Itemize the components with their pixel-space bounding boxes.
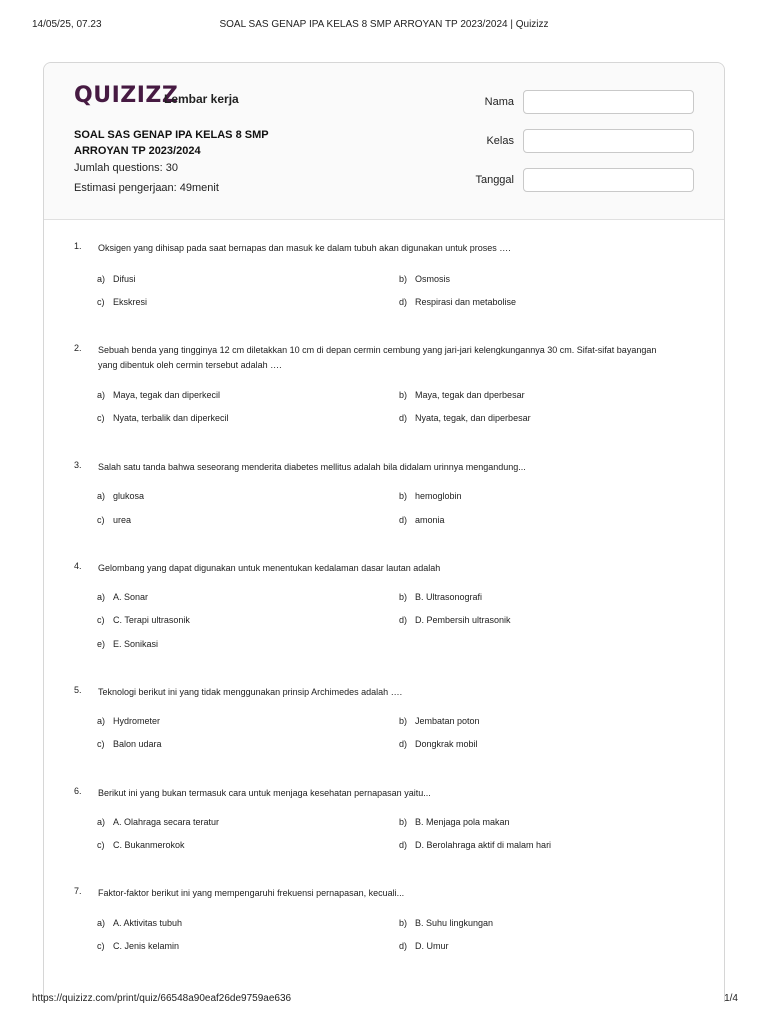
option-text: Balon udara (113, 739, 162, 749)
option-letter: a) (97, 592, 106, 602)
print-page-title: SOAL SAS GENAP IPA KELAS 8 SMP ARROYAN TP 2023/2024 | Quizizz (219, 19, 549, 30)
option-letter: d) (399, 941, 408, 951)
class-label: Kelas (486, 135, 514, 147)
option-text: A. Aktivitas tubuh (113, 918, 183, 928)
option-text: C. Terapi ultrasonik (113, 615, 190, 625)
option-text: A. Olahraga secara teratur (113, 817, 220, 827)
question-text: Gelombang yang dapat digunakan untuk menentukan kedalaman dasar lautan adalah (98, 563, 441, 573)
option-letter: c) (97, 840, 105, 850)
worksheet-card (43, 62, 725, 1002)
question-number: 4. (74, 561, 82, 571)
option-text: urea (113, 515, 132, 525)
option-text: B. Ultrasonografi (415, 592, 483, 602)
worksheet-header (44, 63, 724, 220)
option-text: Nyata, terbalik dan diperkecil (113, 413, 229, 423)
option-letter: a) (97, 491, 106, 501)
option-letter: d) (399, 615, 408, 625)
option-letter: b) (399, 274, 408, 284)
question-number: 2. (74, 343, 82, 353)
option-text: Osmosis (415, 274, 451, 284)
option-letter: d) (399, 840, 408, 850)
option-text: Maya, tegak dan diperkecil (113, 390, 221, 400)
question-number: 5. (74, 685, 82, 695)
option-text: B. Suhu lingkungan (415, 918, 494, 928)
option-letter: a) (97, 274, 106, 284)
page-number: 1/4 (724, 993, 738, 1004)
option-text: Respirasi dan metabolise (415, 297, 517, 307)
question-text: Berikut ini yang bukan termasuk cara untuk menjaga kesehatan pernapasan yaitu... (98, 788, 431, 798)
option-letter: a) (97, 817, 106, 827)
question-text: Oksigen yang dihisap pada saat bernapas dan masuk ke dalam tubuh akan digunakan untuk proses …. (98, 243, 511, 253)
option-letter: c) (97, 413, 105, 423)
option-letter: c) (97, 941, 105, 951)
question-number: 7. (74, 886, 82, 896)
name-field[interactable] (523, 90, 694, 114)
option-letter: b) (399, 390, 408, 400)
quiz-title: SOAL SAS GENAP IPA KELAS 8 SMP ARROYAN TP 2023/2024 (74, 129, 269, 157)
option-text: C. Jenis kelamin (113, 941, 180, 951)
question-number: 1. (74, 241, 82, 251)
print-footer (0, 993, 768, 1007)
option-letter: c) (97, 515, 105, 525)
sheet-label: Lembar kerja (164, 92, 239, 106)
question-text: Teknologi berikut ini yang tidak menggunakan prinsip Archimedes adalah …. (98, 687, 403, 697)
print-datetime: 14/05/25, 07.23 (32, 19, 102, 30)
date-field[interactable] (523, 168, 694, 192)
option-letter: c) (97, 739, 105, 749)
question-text: Faktor-faktor berikut ini yang mempengaruhi frekuensi pernapasan, kecuali... (98, 888, 405, 898)
option-text: amonia (415, 515, 445, 525)
option-text: Ekskresi (113, 297, 148, 307)
option-text: A. Sonar (113, 592, 149, 602)
option-text: Dongkrak mobil (415, 739, 478, 749)
option-letter: b) (399, 592, 408, 602)
option-text: D. Pembersih ultrasonik (415, 615, 511, 625)
option-letter: c) (97, 297, 105, 307)
option-letter: e) (97, 639, 106, 649)
print-header (0, 19, 768, 33)
option-text: B. Menjaga pola makan (415, 817, 510, 827)
question-text: Salah satu tanda bahwa seseorang menderita diabetes mellitus adalah bila didalam urinnya mengandung... (98, 462, 526, 472)
question-count: Jumlah questions: 30 (74, 162, 178, 174)
question-number: 3. (74, 460, 82, 470)
option-text: Hydrometer (113, 716, 161, 726)
question-text: Sebuah benda yang tingginya 12 cm diletakkan 10 cm di depan cermin cembung yang jari-jari kelengkungannya 30 cm. Sifat-sifat bayangan yang dibentuk oleh cermin tersebut adalah …. (98, 345, 657, 370)
option-letter: c) (97, 615, 105, 625)
name-label: Nama (484, 96, 514, 108)
option-letter: a) (97, 390, 106, 400)
option-letter: b) (399, 918, 408, 928)
date-label: Tanggal (475, 174, 514, 186)
quizizz-logo: QUIZIZZ (74, 83, 179, 108)
option-letter: d) (399, 515, 408, 525)
option-text: D. Umur (415, 941, 449, 951)
option-text: glukosa (113, 491, 145, 501)
option-letter: d) (399, 297, 408, 307)
question-number: 6. (74, 786, 82, 796)
option-letter: d) (399, 413, 408, 423)
option-text: Jembatan poton (415, 716, 480, 726)
page-url: https://quizizz.com/print/quiz/66548a90eaf26de9759ae636 (32, 993, 292, 1004)
option-text: Difusi (113, 274, 136, 284)
option-text: hemoglobin (415, 491, 462, 501)
option-text: C. Bukanmerokok (113, 840, 185, 850)
option-text: Maya, tegak dan dperbesar (415, 390, 525, 400)
option-text: Nyata, tegak, dan diperbesar (415, 413, 531, 423)
option-letter: b) (399, 817, 408, 827)
option-letter: b) (399, 491, 408, 501)
option-letter: d) (399, 739, 408, 749)
option-text: E. Sonikasi (113, 639, 159, 649)
class-field[interactable] (523, 129, 694, 153)
option-letter: b) (399, 716, 408, 726)
time-estimate: Estimasi pengerjaan: 49menit (74, 182, 219, 194)
option-text: D. Berolahraga aktif di malam hari (415, 840, 552, 850)
option-letter: a) (97, 716, 106, 726)
option-letter: a) (97, 918, 106, 928)
